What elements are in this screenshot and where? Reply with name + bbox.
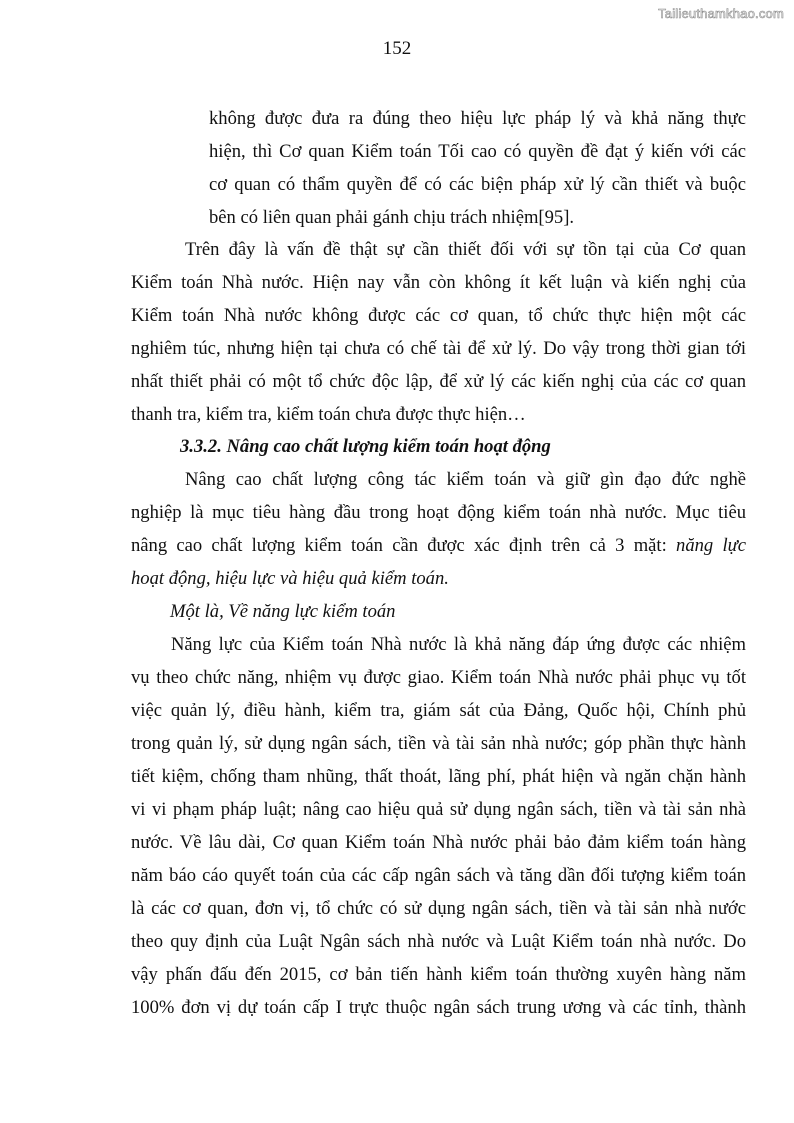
paragraph-line: nhất thiết phải có một tổ chức độc lập, để xử lý các kiến nghị của các cơ quan bbox=[131, 371, 746, 392]
paragraph-line: theo quy định của Luật Ngân sách nhà nước và Luật Kiểm toán nhà nước. Do bbox=[131, 931, 746, 952]
paragraph-line: Trên đây là vấn đề thật sự cần thiết đối với sự tồn tại của Cơ quan bbox=[185, 239, 746, 260]
paragraph-line: vậy phấn đấu đến 2015, cơ bản tiến hành kiểm toán thường xuyên hàng năm bbox=[131, 964, 746, 985]
paragraph-line bbox=[131, 529, 746, 562]
paragraph-line: Kiểm toán Nhà nước. Hiện nay vẫn còn không ít kết luận và kiến nghị của bbox=[131, 272, 746, 293]
quote-line: cơ quan có thẩm quyền để có các biện pháp xử lý cần thiết và buộc bbox=[209, 174, 746, 195]
paragraph-line: là các cơ quan, đơn vị, tổ chức có sử dụng ngân sách, tiền và tài sản nhà nước bbox=[131, 898, 746, 919]
paragraph-line: nghiêm túc, nhưng hiện tại chưa có chế tài để xử lý. Do vậy trong thời gian tới bbox=[131, 338, 746, 359]
quote-line: hiện, thì Cơ quan Kiểm toán Tối cao có quyền đề đạt ý kiến với các bbox=[209, 141, 746, 162]
paragraph-line: vụ theo chức năng, nhiệm vụ được giao. Kiểm toán Nhà nước phải phục vụ tốt bbox=[131, 667, 746, 688]
emphasis-text: hoạt động, hiệu lực và hiệu quả kiểm toán. bbox=[131, 568, 449, 589]
emphasis-text: năng lực bbox=[676, 535, 747, 556]
paragraph-line: vi vi phạm pháp luật; nâng cao hiệu quả sử dụng ngân sách, tiền và tài sản nhà bbox=[131, 799, 746, 820]
paragraph-line bbox=[131, 562, 746, 595]
paragraph-line: tiết kiệm, chống tham nhũng, thất thoát, lãng phí, phát hiện và ngăn chặn hành bbox=[131, 766, 746, 787]
paragraph-line: nghiệp là mục tiêu hàng đầu trong hoạt động kiểm toán nhà nước. Mục tiêu bbox=[131, 502, 746, 523]
paragraph-line: việc quản lý, điều hành, kiểm tra, giám sát của Đảng, Quốc hội, Chính phủ bbox=[131, 700, 746, 721]
paragraph-line: Năng lực của Kiểm toán Nhà nước là khả năng đáp ứng được các nhiệm bbox=[171, 634, 746, 655]
section-heading: 3.3.2. Nâng cao chất lượng kiểm toán hoạt động bbox=[180, 436, 551, 457]
watermark: Tailieuthamkhao.com bbox=[658, 6, 784, 21]
page-number: 152 bbox=[382, 38, 412, 59]
paragraph-line: trong quản lý, sử dụng ngân sách, tiền và tài sản nhà nước; góp phần thực hành bbox=[131, 733, 746, 754]
paragraph-text: nâng cao chất lượng kiểm toán cần được xác định trên cả 3 mặt: bbox=[131, 535, 677, 556]
paragraph-line: thanh tra, kiểm tra, kiểm toán chưa được thực hiện… bbox=[131, 404, 526, 425]
paragraph-line: 100% đơn vị dự toán cấp I trực thuộc ngân sách trung ương và các tỉnh, thành bbox=[131, 997, 746, 1018]
paragraph-line: năm báo cáo quyết toán của các cấp ngân sách và tăng dần đối tượng kiểm toán bbox=[131, 865, 746, 886]
paragraph-line: Kiểm toán Nhà nước không được các cơ quan, tổ chức thực hiện một các bbox=[131, 305, 746, 326]
paragraph-line: nước. Về lâu dài, Cơ quan Kiểm toán Nhà nước phải bảo đảm kiểm toán hàng bbox=[131, 832, 746, 853]
quote-line: bên có liên quan phải gánh chịu trách nhiệm[95]. bbox=[209, 207, 575, 228]
paragraph-line: Nâng cao chất lượng công tác kiểm toán và giữ gìn đạo đức nghề bbox=[185, 469, 746, 490]
subheading: Một là, Về năng lực kiểm toán bbox=[170, 601, 396, 622]
quote-line: không được đưa ra đúng theo hiệu lực pháp lý và khả năng thực bbox=[209, 108, 746, 129]
